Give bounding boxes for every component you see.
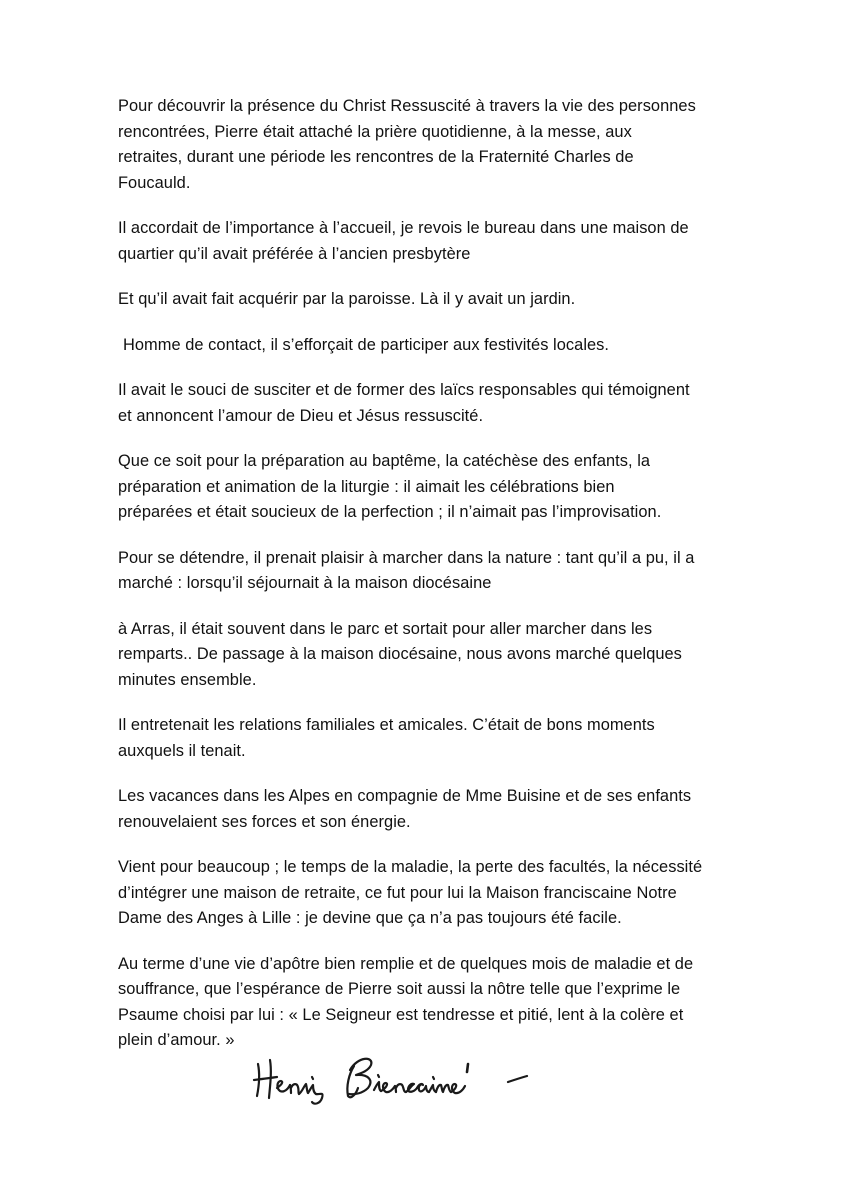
- text-line: Il accordait de l’importance à l’accueil, je revois le bureau dans une maison de: [118, 219, 689, 237]
- text-line: Il avait le souci de susciter et de former des laïcs responsables qui témoignent: [118, 381, 690, 399]
- text-line: d’intégrer une maison de retraite, ce fut pour lui la Maison franciscaine Notre: [118, 883, 677, 902]
- text-line: minutes ensemble.: [118, 670, 257, 689]
- text-line: Les vacances dans les Alpes en compagnie de Mme Buisine et de ses enfants: [118, 787, 692, 805]
- paragraph-5: [118, 378, 738, 429]
- text-line: Dame des Anges à Lille : je devine que ça n’a pas toujours été facile.: [118, 909, 622, 927]
- paragraph-1: [118, 94, 738, 196]
- paragraph-8: [118, 617, 738, 694]
- text-line: Psaume choisi par lui : « Le Seigneur est tendresse et pitié, lent à la colère et: [118, 1005, 684, 1024]
- text-line: renouvelaient ses forces et son énergie.: [118, 812, 411, 831]
- text-line: plein d’amour. »: [118, 1031, 235, 1049]
- text-line: Au terme d’une vie d’apôtre bien remplie et de quelques mois de maladie et de: [118, 954, 694, 973]
- text-line: remparts.. De passage à la maison diocésaine, nous avons marché quelques: [118, 645, 682, 663]
- text-line: marché : lorsqu’il séjournait à la maison diocésaine: [118, 574, 492, 592]
- text-line: Pour se détendre, il prenait plaisir à marcher dans la nature : tant qu’il a pu, il a: [118, 548, 695, 567]
- paragraph-2: [118, 216, 738, 267]
- paragraph-4: [118, 333, 738, 359]
- text-line: à Arras, il était souvent dans le parc et sortait pour aller marcher dans les: [118, 619, 653, 638]
- text-line: Foucauld.: [118, 173, 191, 192]
- handwritten-signature: [250, 1050, 540, 1110]
- paragraph-6: [118, 449, 738, 526]
- paragraph-9: [118, 713, 738, 764]
- paragraph-12: [118, 952, 738, 1054]
- paragraph-10: [118, 784, 738, 835]
- text-line: Il entretenait les relations familiales et amicales. C’était de bons moments: [118, 716, 655, 734]
- letter-body: [118, 94, 738, 1074]
- paragraph-7: [118, 546, 738, 597]
- text-line: auxquels il tenait.: [118, 741, 246, 760]
- text-line: Homme de contact, il s’efforçait de participer aux festivités locales.: [123, 335, 610, 354]
- text-line: souffrance, que l’espérance de Pierre soit aussi la nôtre telle que l’exprime le: [118, 980, 681, 998]
- text-line: Que ce soit pour la préparation au baptême, la catéchèse des enfants, la: [118, 452, 651, 470]
- text-line: Vient pour beaucoup ; le temps de la maladie, la perte des facultés, la nécessité: [118, 858, 703, 876]
- text-line: et annoncent l’amour de Dieu et Jésus ressuscité.: [118, 406, 484, 425]
- text-line: préparation et animation de la liturgie : il aimait les célébrations bien: [118, 477, 615, 496]
- text-line: retraites, durant une période les rencontres de la Fraternité Charles de: [118, 148, 634, 166]
- paragraph-11: [118, 855, 738, 932]
- text-line: Pour découvrir la présence du Christ Ressuscité à travers la vie des personnes: [118, 97, 696, 115]
- text-line: Et qu’il avait fait acquérir par la paroisse. Là il y avait un jardin.: [118, 290, 576, 308]
- text-line: préparées et était soucieux de la perfection ; il n’aimait pas l’improvisation.: [118, 503, 662, 521]
- text-line: quartier qu’il avait préférée à l’ancien presbytère: [118, 244, 471, 263]
- paragraph-3: [118, 287, 738, 313]
- text-line: rencontrées, Pierre était attaché la prière quotidienne, à la messe, aux: [118, 122, 632, 141]
